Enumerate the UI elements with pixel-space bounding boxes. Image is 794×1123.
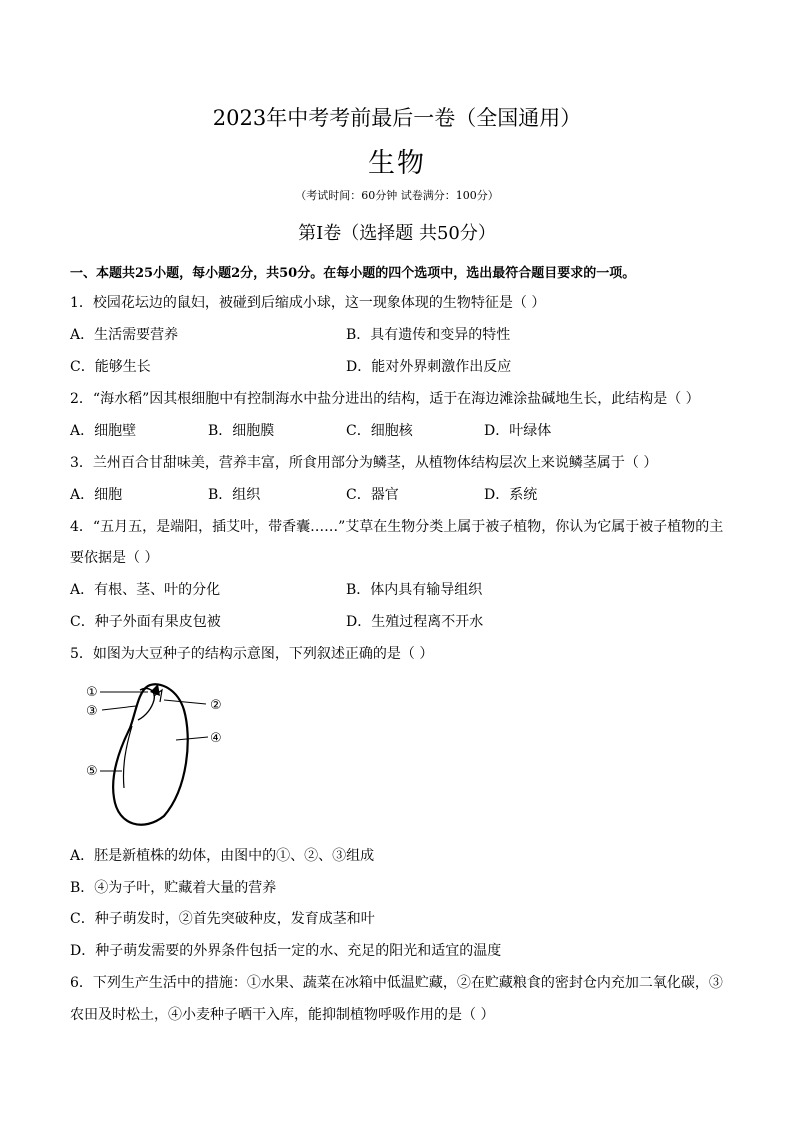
question-4-stem-line1: 4．“五月五，是端阳，插艾叶，带香囊……”艾草在生物分类上属于被子植物，你认为它属于被子植物的主 (70, 519, 724, 535)
question-1-option-a: A．生活需要营养 (70, 327, 179, 343)
question-4-option-d: D．生殖过程离不开水 (346, 614, 484, 630)
exam-info: （考试时间：60分钟 试卷满分：100分） (295, 189, 499, 202)
question-4-option-a: A．有根、茎、叶的分化 (70, 582, 221, 598)
label-2: ② (210, 698, 222, 713)
question-3-option-d: D．系统 (484, 487, 538, 503)
question-5-stem: 5．如图为大豆种子的结构示意图，下列叙述正确的是（ ） (70, 646, 434, 662)
soybean-seed-diagram (80, 676, 240, 831)
question-1-option-d: D．能对外界刺激作出反应 (346, 359, 512, 375)
question-3-option-b: B．组织 (208, 487, 261, 503)
question-2-option-b: B．细胞膜 (208, 423, 275, 439)
question-5-option-a: A．胚是新植株的幼体，由图中的①、②、③组成 (70, 848, 375, 864)
question-2-option-a: A．细胞壁 (70, 423, 137, 439)
question-3-stem: 3．兰州百合甘甜味美，营养丰富，所食用部分为鳞茎，从植物体结构层次上来说鳞茎属于（ ） (70, 455, 658, 471)
subject-title: 生物 (368, 148, 426, 179)
question-5-option-d: D．种子萌发需要的外界条件包括一定的水、充足的阳光和适宜的温度 (70, 943, 502, 959)
question-5-option-b: B．④为子叶，贮藏着大量的营养 (70, 880, 277, 896)
question-2-option-c: C．细胞核 (346, 423, 413, 439)
instructions: 一、本题共25小题，每小题2分，共50分。在每小题的四个选项中，选出最符合题目要求的一项。 (70, 266, 636, 281)
question-6-stem-line2: 农田及时松土，④小麦种子晒干入库，能抑制植物呼吸作用的是（ ） (70, 1007, 495, 1023)
soybean-seed-svg (80, 676, 240, 831)
question-5-option-c: C．种子萌发时，②首先突破种皮，发育成茎和叶 (70, 911, 375, 927)
label-4: ④ (210, 731, 222, 746)
question-1-stem: 1．校园花坛边的鼠妇，被碰到后缩成小球，这一现象体现的生物特征是（ ） (70, 295, 546, 311)
question-1-option-c: C．能够生长 (70, 359, 151, 375)
label-5: ⑤ (86, 764, 98, 779)
question-4-option-c: C．种子外面有果皮包被 (70, 614, 221, 630)
question-6-stem-line1: 6．下列生产生活中的措施：①水果、蔬菜在冰箱中低温贮藏，②在贮藏粮食的密封仓内充加二氧化碳，③ (70, 975, 723, 991)
question-4-option-b: B．体内具有输导组织 (346, 582, 483, 598)
section-title: 第Ⅰ卷（选择题 共50分） (298, 223, 496, 244)
question-2-option-d: D．叶绿体 (484, 423, 552, 439)
label-3: ③ (86, 704, 98, 719)
question-3-option-a: A．细胞 (70, 487, 123, 503)
label-1: ① (86, 685, 98, 700)
question-2-stem: 2．“海水稻”因其根细胞中有控制海水中盐分进出的结构，适于在海边滩涂盐碱地生长，此结构是（ ） (70, 391, 700, 407)
exam-title: 2023年中考考前最后一卷（全国通用） (212, 106, 582, 130)
question-1-option-b: B．具有遗传和变异的特性 (346, 327, 511, 343)
question-4-stem-line2: 要依据是（ ） (70, 550, 159, 566)
question-3-option-c: C．器官 (346, 487, 399, 503)
